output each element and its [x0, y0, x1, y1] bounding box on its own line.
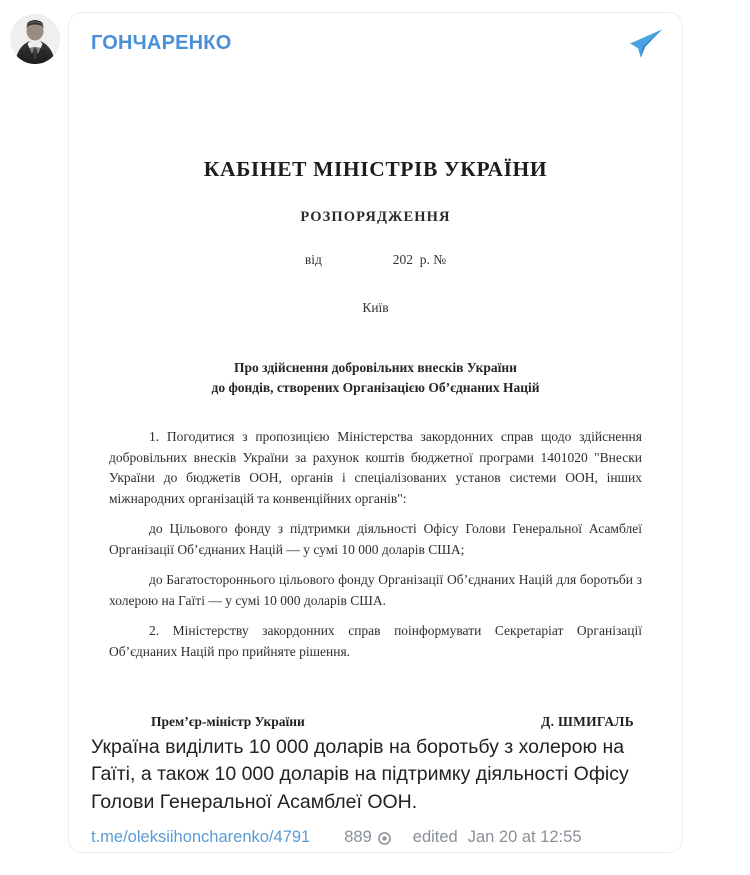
attached-document-image[interactable]: [69, 69, 682, 730]
post-timestamp: Jan 20 at 12:55: [467, 827, 582, 846]
document-paragraph-4: 2. Міністерству закордонних справ поінформувати Секретаріат Організації Об’єднаних Націй про прийняте рішення.: [109, 623, 642, 659]
signature-name: Д. ШМИГАЛЬ: [541, 714, 634, 730]
document-subject: [109, 358, 642, 397]
user-photo-avatar: [10, 14, 60, 64]
telegram-paper-plane-icon[interactable]: [628, 27, 666, 61]
document-dateline: від 202 р. №: [304, 252, 447, 267]
signature-title: Прем’єр-міністр України: [151, 714, 305, 730]
document-title: КАБІНЕТ МІНІСТРІВ УКРАЇНИ: [203, 157, 548, 181]
post-caption: Україна виділить 10 000 доларів на боротьбу з холерою на Гаїті, а також 10 000 доларів на підтримку діяльності Офісу Голови Генеральної Асамблеї ООН.: [91, 736, 629, 813]
document-paragraph-3: до Багатостороннього цільового фонду Організації Об’єднаних Націй для боротьби з холерою на Гаїті — у сумі 10 000 доларів США.: [109, 572, 642, 608]
document-signature-block: [109, 714, 642, 730]
telegram-post-card: [68, 12, 683, 853]
post-footer: [69, 816, 682, 847]
card-header: [69, 13, 682, 69]
post-permalink[interactable]: t.me/oleksiihoncharenko/4791: [91, 827, 311, 846]
document-body: [109, 427, 642, 662]
document-subject-line-2: до фондів, створених Організацією Об’єднаних Націй: [211, 379, 540, 395]
document-city: Київ: [362, 300, 389, 315]
edited-label: edited: [412, 827, 458, 846]
avatar[interactable]: [10, 14, 60, 64]
document-subject-line-1: Про здійснення добровільних внесків України: [234, 360, 517, 375]
document-paragraph-1: 1. Погодитися з пропозицією Міністерства закордонних справ щодо здійснення добровільних внесків України за рахунок коштів бюджетної програми 1401020 "Внески України до бюджетів ООН, органів і спеціалізованих установ системи ООН, інших міжнародних організацій та конвенційних органів":: [109, 429, 642, 506]
eye-icon: [378, 832, 391, 845]
channel-name[interactable]: ГОНЧАРЕНКО: [91, 32, 232, 54]
view-count: 889: [344, 827, 372, 846]
document-subtitle: РОЗПОРЯДЖЕННЯ: [300, 209, 451, 225]
document-paragraph-2: до Цільового фонду з підтримки діяльності Офісу Голови Генеральної Асамблеї Організації Об’єднаних Націй — у сумі 10 000 доларів США;: [109, 521, 642, 557]
